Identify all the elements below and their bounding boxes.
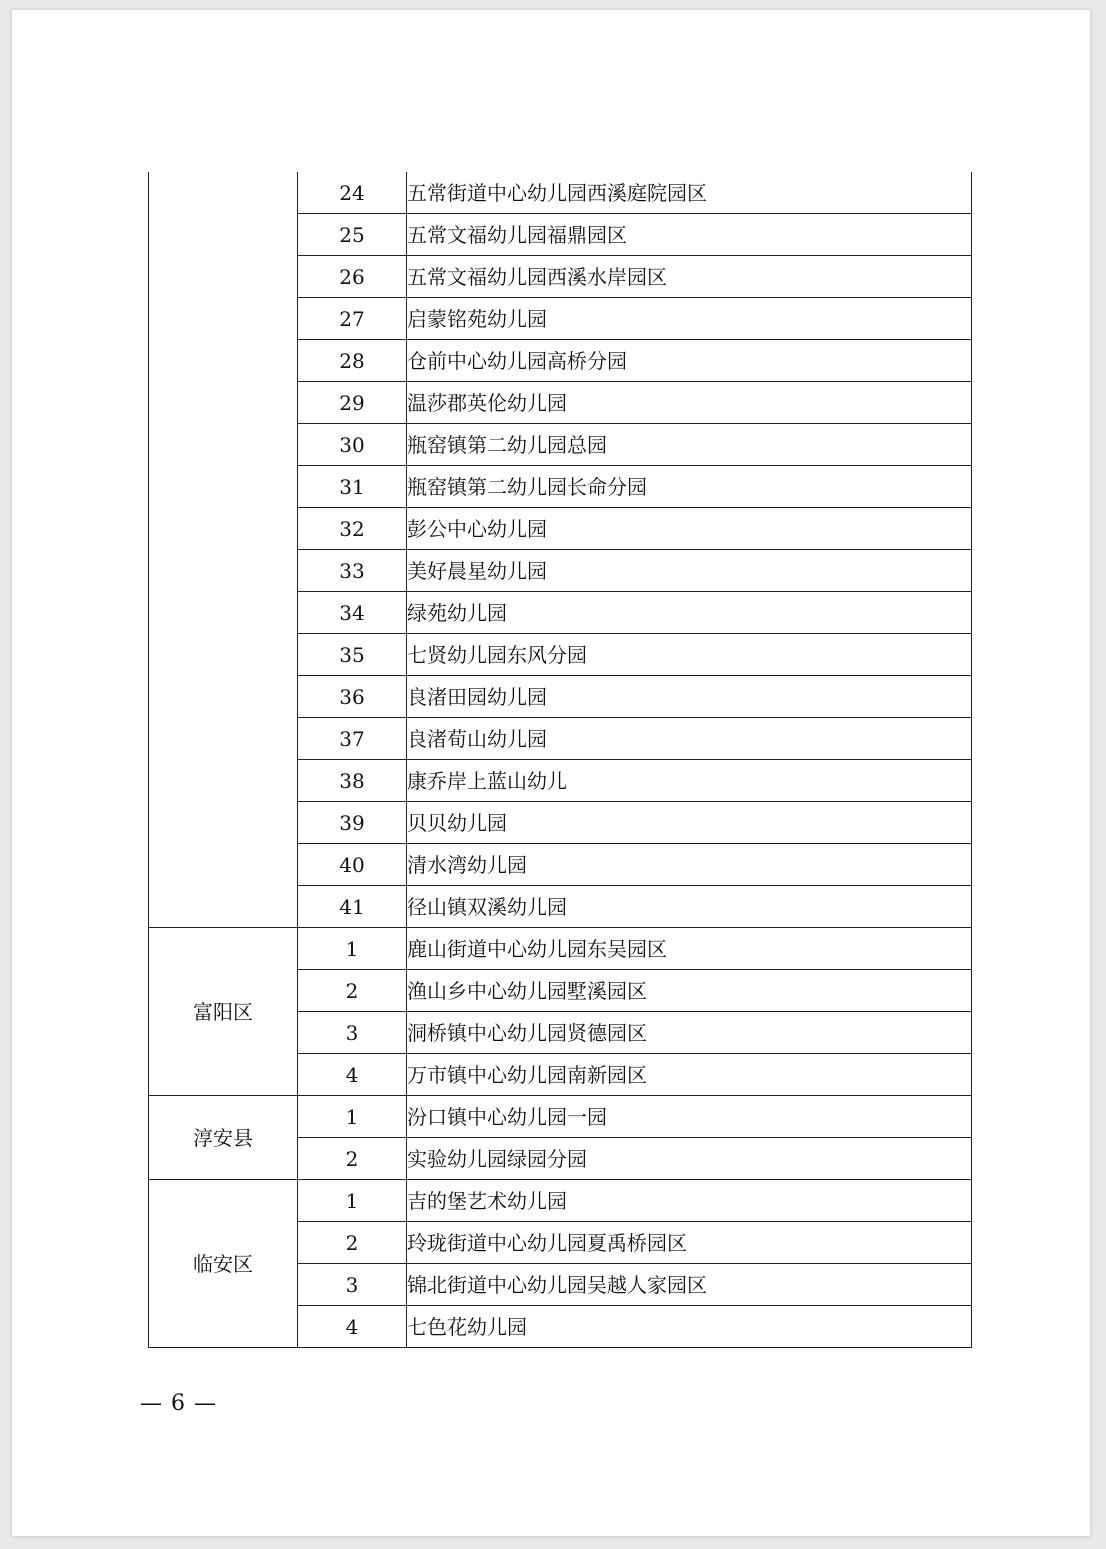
row-number: 1	[298, 1096, 407, 1138]
kindergarten-name: 万市镇中心幼儿园南新园区	[407, 1054, 972, 1096]
kindergarten-name: 七贤幼儿园东风分园	[407, 634, 972, 676]
district-cell: 淳安县	[149, 1096, 298, 1180]
kindergarten-name: 瓶窑镇第二幼儿园总园	[407, 424, 972, 466]
row-number: 1	[298, 1180, 407, 1222]
row-number: 2	[298, 1138, 407, 1180]
kindergarten-name: 鹿山街道中心幼儿园东吴园区	[407, 928, 972, 970]
row-number: 24	[298, 172, 407, 214]
row-number: 28	[298, 340, 407, 382]
kindergarten-name: 彭公中心幼儿园	[407, 508, 972, 550]
table-row	[149, 1180, 972, 1222]
row-number: 31	[298, 466, 407, 508]
row-number: 4	[298, 1306, 407, 1348]
row-number: 33	[298, 550, 407, 592]
kindergarten-name: 瓶窑镇第二幼儿园长命分园	[407, 466, 972, 508]
row-number: 2	[298, 970, 407, 1012]
page-number: — 6 —	[140, 1391, 217, 1416]
kindergarten-name: 径山镇双溪幼儿园	[407, 886, 972, 928]
row-number: 37	[298, 718, 407, 760]
kindergarten-name: 良渚荀山幼儿园	[407, 718, 972, 760]
kindergarten-name: 五常文福幼儿园西溪水岸园区	[407, 256, 972, 298]
row-number: 27	[298, 298, 407, 340]
table-row	[149, 1096, 972, 1138]
row-number: 29	[298, 382, 407, 424]
row-number: 38	[298, 760, 407, 802]
district-cell: 临安区	[149, 1180, 298, 1348]
kindergarten-name: 贝贝幼儿园	[407, 802, 972, 844]
document-page	[12, 10, 1090, 1536]
kindergarten-name: 五常街道中心幼儿园西溪庭院园区	[407, 172, 972, 214]
kindergarten-name: 锦北街道中心幼儿园吴越人家园区	[407, 1264, 972, 1306]
row-number: 3	[298, 1012, 407, 1054]
kindergarten-table	[148, 172, 972, 1348]
kindergarten-name: 康乔岸上蓝山幼儿	[407, 760, 972, 802]
kindergarten-name: 吉的堡艺术幼儿园	[407, 1180, 972, 1222]
row-number: 39	[298, 802, 407, 844]
kindergarten-name: 渔山乡中心幼儿园墅溪园区	[407, 970, 972, 1012]
row-number: 25	[298, 214, 407, 256]
row-number: 1	[298, 928, 407, 970]
row-number: 41	[298, 886, 407, 928]
row-number: 30	[298, 424, 407, 466]
row-number: 34	[298, 592, 407, 634]
row-number: 26	[298, 256, 407, 298]
kindergarten-name: 洞桥镇中心幼儿园贤德园区	[407, 1012, 972, 1054]
kindergarten-name: 玲珑街道中心幼儿园夏禹桥园区	[407, 1222, 972, 1264]
kindergarten-name: 五常文福幼儿园福鼎园区	[407, 214, 972, 256]
table-row	[149, 928, 972, 970]
district-cell	[149, 172, 298, 928]
row-number: 35	[298, 634, 407, 676]
kindergarten-name: 实验幼儿园绿园分园	[407, 1138, 972, 1180]
kindergarten-name: 良渚田园幼儿园	[407, 676, 972, 718]
row-number: 40	[298, 844, 407, 886]
row-number: 32	[298, 508, 407, 550]
kindergarten-name: 启蒙铭苑幼儿园	[407, 298, 972, 340]
district-cell: 富阳区	[149, 928, 298, 1096]
row-number: 2	[298, 1222, 407, 1264]
kindergarten-name: 仓前中心幼儿园高桥分园	[407, 340, 972, 382]
table-row	[149, 172, 972, 214]
row-number: 36	[298, 676, 407, 718]
table-body	[149, 172, 972, 1348]
kindergarten-name: 绿苑幼儿园	[407, 592, 972, 634]
kindergarten-name: 七色花幼儿园	[407, 1306, 972, 1348]
kindergarten-name: 美好晨星幼儿园	[407, 550, 972, 592]
row-number: 3	[298, 1264, 407, 1306]
kindergarten-name: 清水湾幼儿园	[407, 844, 972, 886]
kindergarten-name: 温莎郡英伦幼儿园	[407, 382, 972, 424]
kindergarten-name: 汾口镇中心幼儿园一园	[407, 1096, 972, 1138]
row-number: 4	[298, 1054, 407, 1096]
